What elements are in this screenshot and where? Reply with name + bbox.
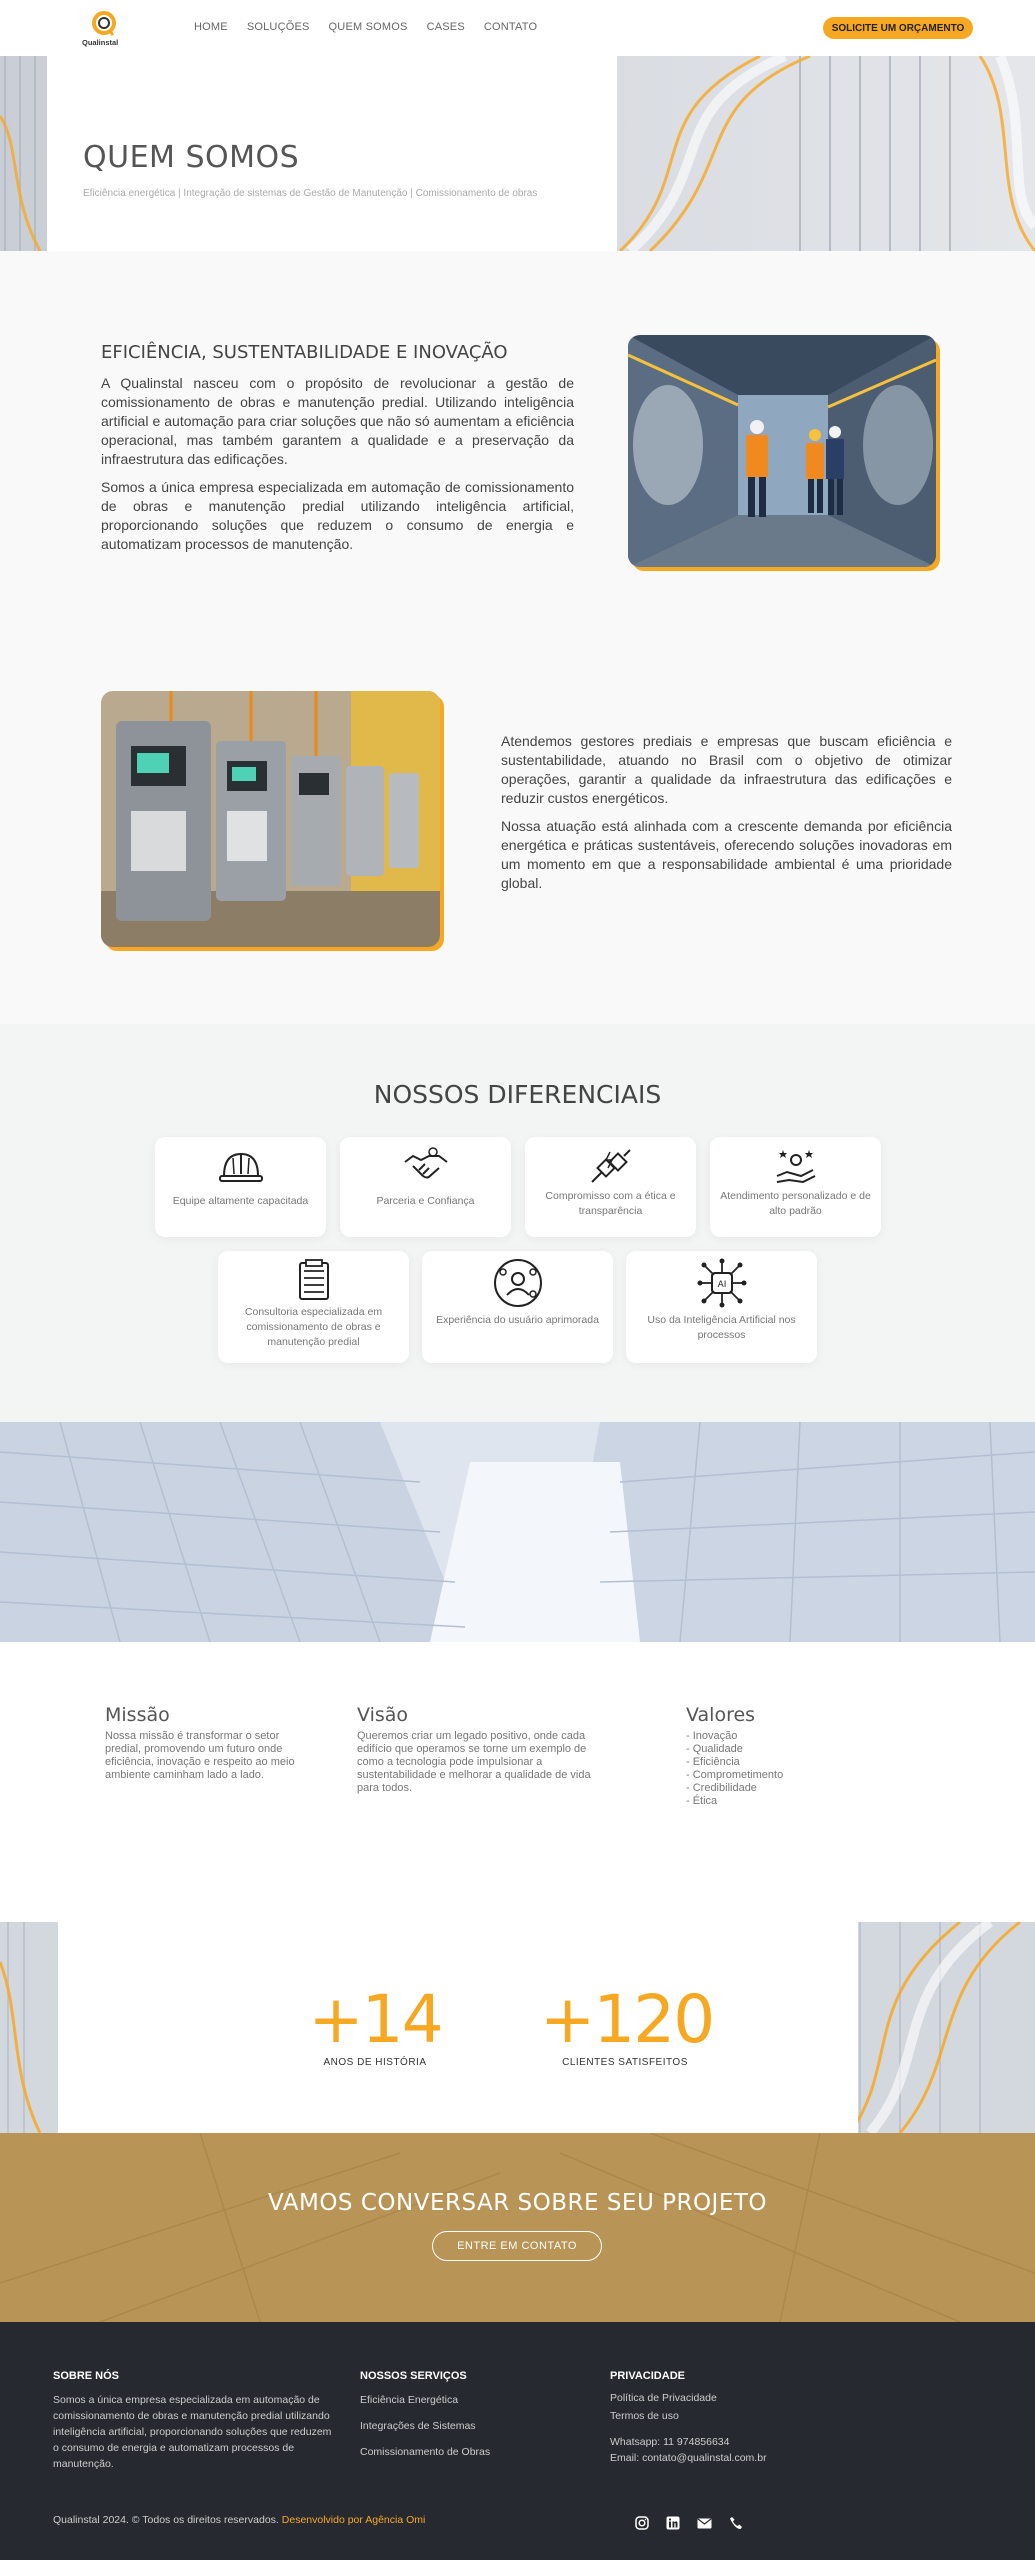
stat-years xyxy=(300,1981,450,2068)
rating-hand-icon xyxy=(773,1146,819,1186)
value-item: - Comprometimento xyxy=(686,1769,784,1781)
about2-paragraph-2: Nossa atuação está alinhada com a crescente demanda por eficiência energética e práticas sustentáveis, oferecendo soluções inovadoras em um momento em que a responsabilidade ambiental é uma prioridade global. xyxy=(501,818,952,891)
differential-label: Parceria e Confiança xyxy=(376,1195,475,1207)
footer-privacy-title: PRIVACIDADE xyxy=(610,2370,685,2382)
footer-email[interactable]: Email: contato@qualinstal.com.br xyxy=(610,2452,767,2464)
cta-title: VAMOS CONVERSAR SOBRE SEU PROJETO xyxy=(267,2190,768,2216)
mission-title: Missão xyxy=(105,1704,170,1726)
hero-banner xyxy=(0,56,1035,251)
stats-section xyxy=(0,1922,1035,2133)
mission-block xyxy=(105,1704,295,1782)
stat-label: CLIENTES SATISFEITOS xyxy=(562,2057,688,2068)
differential-card xyxy=(218,1251,409,1363)
privacy-policy-link[interactable]: Política de Privacidade xyxy=(610,2392,717,2404)
differential-card xyxy=(155,1137,326,1237)
social-icons xyxy=(635,2516,743,2530)
values-block xyxy=(686,1704,886,1808)
differential-card xyxy=(525,1137,696,1237)
checklist-icon xyxy=(294,1259,334,1301)
differential-label: Compromisso com a ética e transparência xyxy=(545,1190,676,1217)
footer-service-link[interactable]: Integrações de Sistemas xyxy=(360,2420,476,2432)
value-item: - Qualidade xyxy=(686,1743,743,1755)
footer-about-title: SOBRE NÓS xyxy=(53,2370,120,2382)
about-paragraph-1: A Qualinstal nasceu com o propósito de revolucionar a gestão de comissionamento de obras e manutenção predial. Utilizando inteligência artificial e automação para criar soluções que não só aumentam a eficiência operacional, mas também garantem a qualidade e a preservação da infraestrutura das edificações. xyxy=(101,375,574,467)
mission-text: Nossa missão é transformar o setor predial, promovendo um futuro onde eficiência, inovação e respeito ao meio ambiente caminham lado a lado. xyxy=(105,1730,295,1781)
about-heading: EFICIÊNCIA, SUSTENTABILIDADE E INOVAÇÃO xyxy=(101,342,508,363)
nav-solucoes[interactable]: SOLUÇÕES xyxy=(246,21,310,33)
footer-whatsapp[interactable]: Whatsapp: 11 974856634 xyxy=(610,2436,730,2448)
copyright xyxy=(53,2512,425,2528)
stat-label: ANOS DE HISTÓRIA xyxy=(323,2057,427,2068)
nav-cases[interactable]: CASES xyxy=(426,21,465,33)
differential-label: Atendimento personalizado e de alto padrão xyxy=(720,1190,871,1217)
main-nav xyxy=(194,21,556,33)
value-item: - Ética xyxy=(686,1795,718,1807)
vision-title: Visão xyxy=(357,1704,409,1726)
differential-card xyxy=(422,1251,613,1363)
stats-panel xyxy=(58,1922,858,2133)
hero-subtitle: Eficiência energética | Integração de sistemas de Gestão de Manutenção | Comissionamento de obras xyxy=(83,188,538,199)
cta-band xyxy=(0,2133,1035,2322)
engineers-photo xyxy=(628,335,936,567)
logo[interactable] xyxy=(80,8,130,48)
footer-service-link[interactable]: Comissionamento de Obras xyxy=(360,2446,491,2458)
differential-card xyxy=(710,1137,881,1237)
request-quote-button[interactable]: SOLICITE UM ORÇAMENTO xyxy=(823,17,973,39)
vision-text: Queremos criar um legado positivo, onde cada edifício que operamos se torne um exemplo de como a tecnologia pode impulsionar a sustentabilidade e melhorar a qualidade de vida para todos. xyxy=(357,1730,591,1794)
electrical-panels-photo xyxy=(101,691,440,947)
nav-contato[interactable]: CONTATO xyxy=(483,21,538,33)
plug-icon xyxy=(588,1146,634,1186)
site-footer xyxy=(0,2322,1035,2560)
nav-home[interactable]: HOME xyxy=(194,21,228,33)
differential-card xyxy=(626,1251,817,1363)
differential-label: Equipe altamente capacitada xyxy=(172,1195,309,1207)
terms-link[interactable]: Termos de uso xyxy=(610,2410,679,2422)
contact-button[interactable]: ENTRE EM CONTATO xyxy=(432,2231,602,2261)
differential-label: Uso da Inteligência Artificial nos processos xyxy=(647,1314,796,1341)
footer-about-text: Somos a única empresa especializada em automação de comissionamento de obras e manutenção predial utilizando inteligência artificial, proporcionando soluções que reduzem o consumo de energia e automatizam processos de manutenção. xyxy=(53,2394,332,2470)
value-item: - Eficiência xyxy=(686,1756,740,1768)
differential-label: Consultoria especializada em comissionamento de obras e manutenção predial xyxy=(244,1306,383,1348)
handshake-icon xyxy=(403,1146,449,1186)
instagram-icon[interactable] xyxy=(635,2516,649,2530)
footer-services-title: NOSSOS SERVIÇOS xyxy=(360,2370,467,2382)
values-title: Valores xyxy=(686,1704,756,1726)
nav-quem-somos[interactable]: QUEM SOMOS xyxy=(328,21,408,33)
stat-value: +14 xyxy=(308,1981,442,2058)
value-item: - Credibilidade xyxy=(686,1782,757,1794)
helmet-icon xyxy=(218,1146,264,1186)
differentials-title: NOSSOS DIFERENCIAIS xyxy=(373,1080,662,1109)
about2-paragraph-1: Atendemos gestores prediais e empresas que buscam eficiência e sustentabilidade, atuando no Brasil com o objetivo de otimizar operações, garantir a qualidade da infraestrutura das edificações e reduzir custos energéticos. xyxy=(501,733,952,806)
site-header xyxy=(0,0,1023,56)
email-icon[interactable] xyxy=(697,2516,712,2530)
phone-icon[interactable] xyxy=(729,2516,743,2530)
stat-value: +120 xyxy=(540,1981,714,2058)
page-title: QUEM SOMOS xyxy=(83,140,300,175)
svg-text:AI: AI xyxy=(717,1280,726,1290)
stat-clients xyxy=(540,1981,714,2068)
footer-service-link[interactable]: Eficiência Energética xyxy=(360,2394,459,2406)
linkedin-icon[interactable] xyxy=(666,2516,680,2530)
ai-chip-icon xyxy=(696,1257,748,1309)
value-item: - Inovação xyxy=(686,1730,738,1742)
buildings-banner-image xyxy=(0,1422,1035,1642)
differential-card xyxy=(340,1137,511,1237)
vision-block xyxy=(357,1704,602,1795)
agency-credit-link[interactable]: Desenvolvido por Agência Omi xyxy=(281,2514,426,2526)
copyright-text: Qualinstal 2024. © Todos os direitos reservados. xyxy=(53,2514,279,2526)
user-experience-icon xyxy=(492,1257,544,1309)
about-paragraph-2: Somos a única empresa especializada em automação de comissionamento de obras e manutenção predial utilizando inteligência artificial, proporcionando soluções que reduzem o consumo de energia e automatizam processos de manutenção. xyxy=(101,479,574,552)
differential-label: Experiência do usuário aprimorada xyxy=(436,1314,599,1326)
cta-background-pattern xyxy=(0,2133,1035,2322)
logo-text: Qualinstal xyxy=(82,38,119,47)
